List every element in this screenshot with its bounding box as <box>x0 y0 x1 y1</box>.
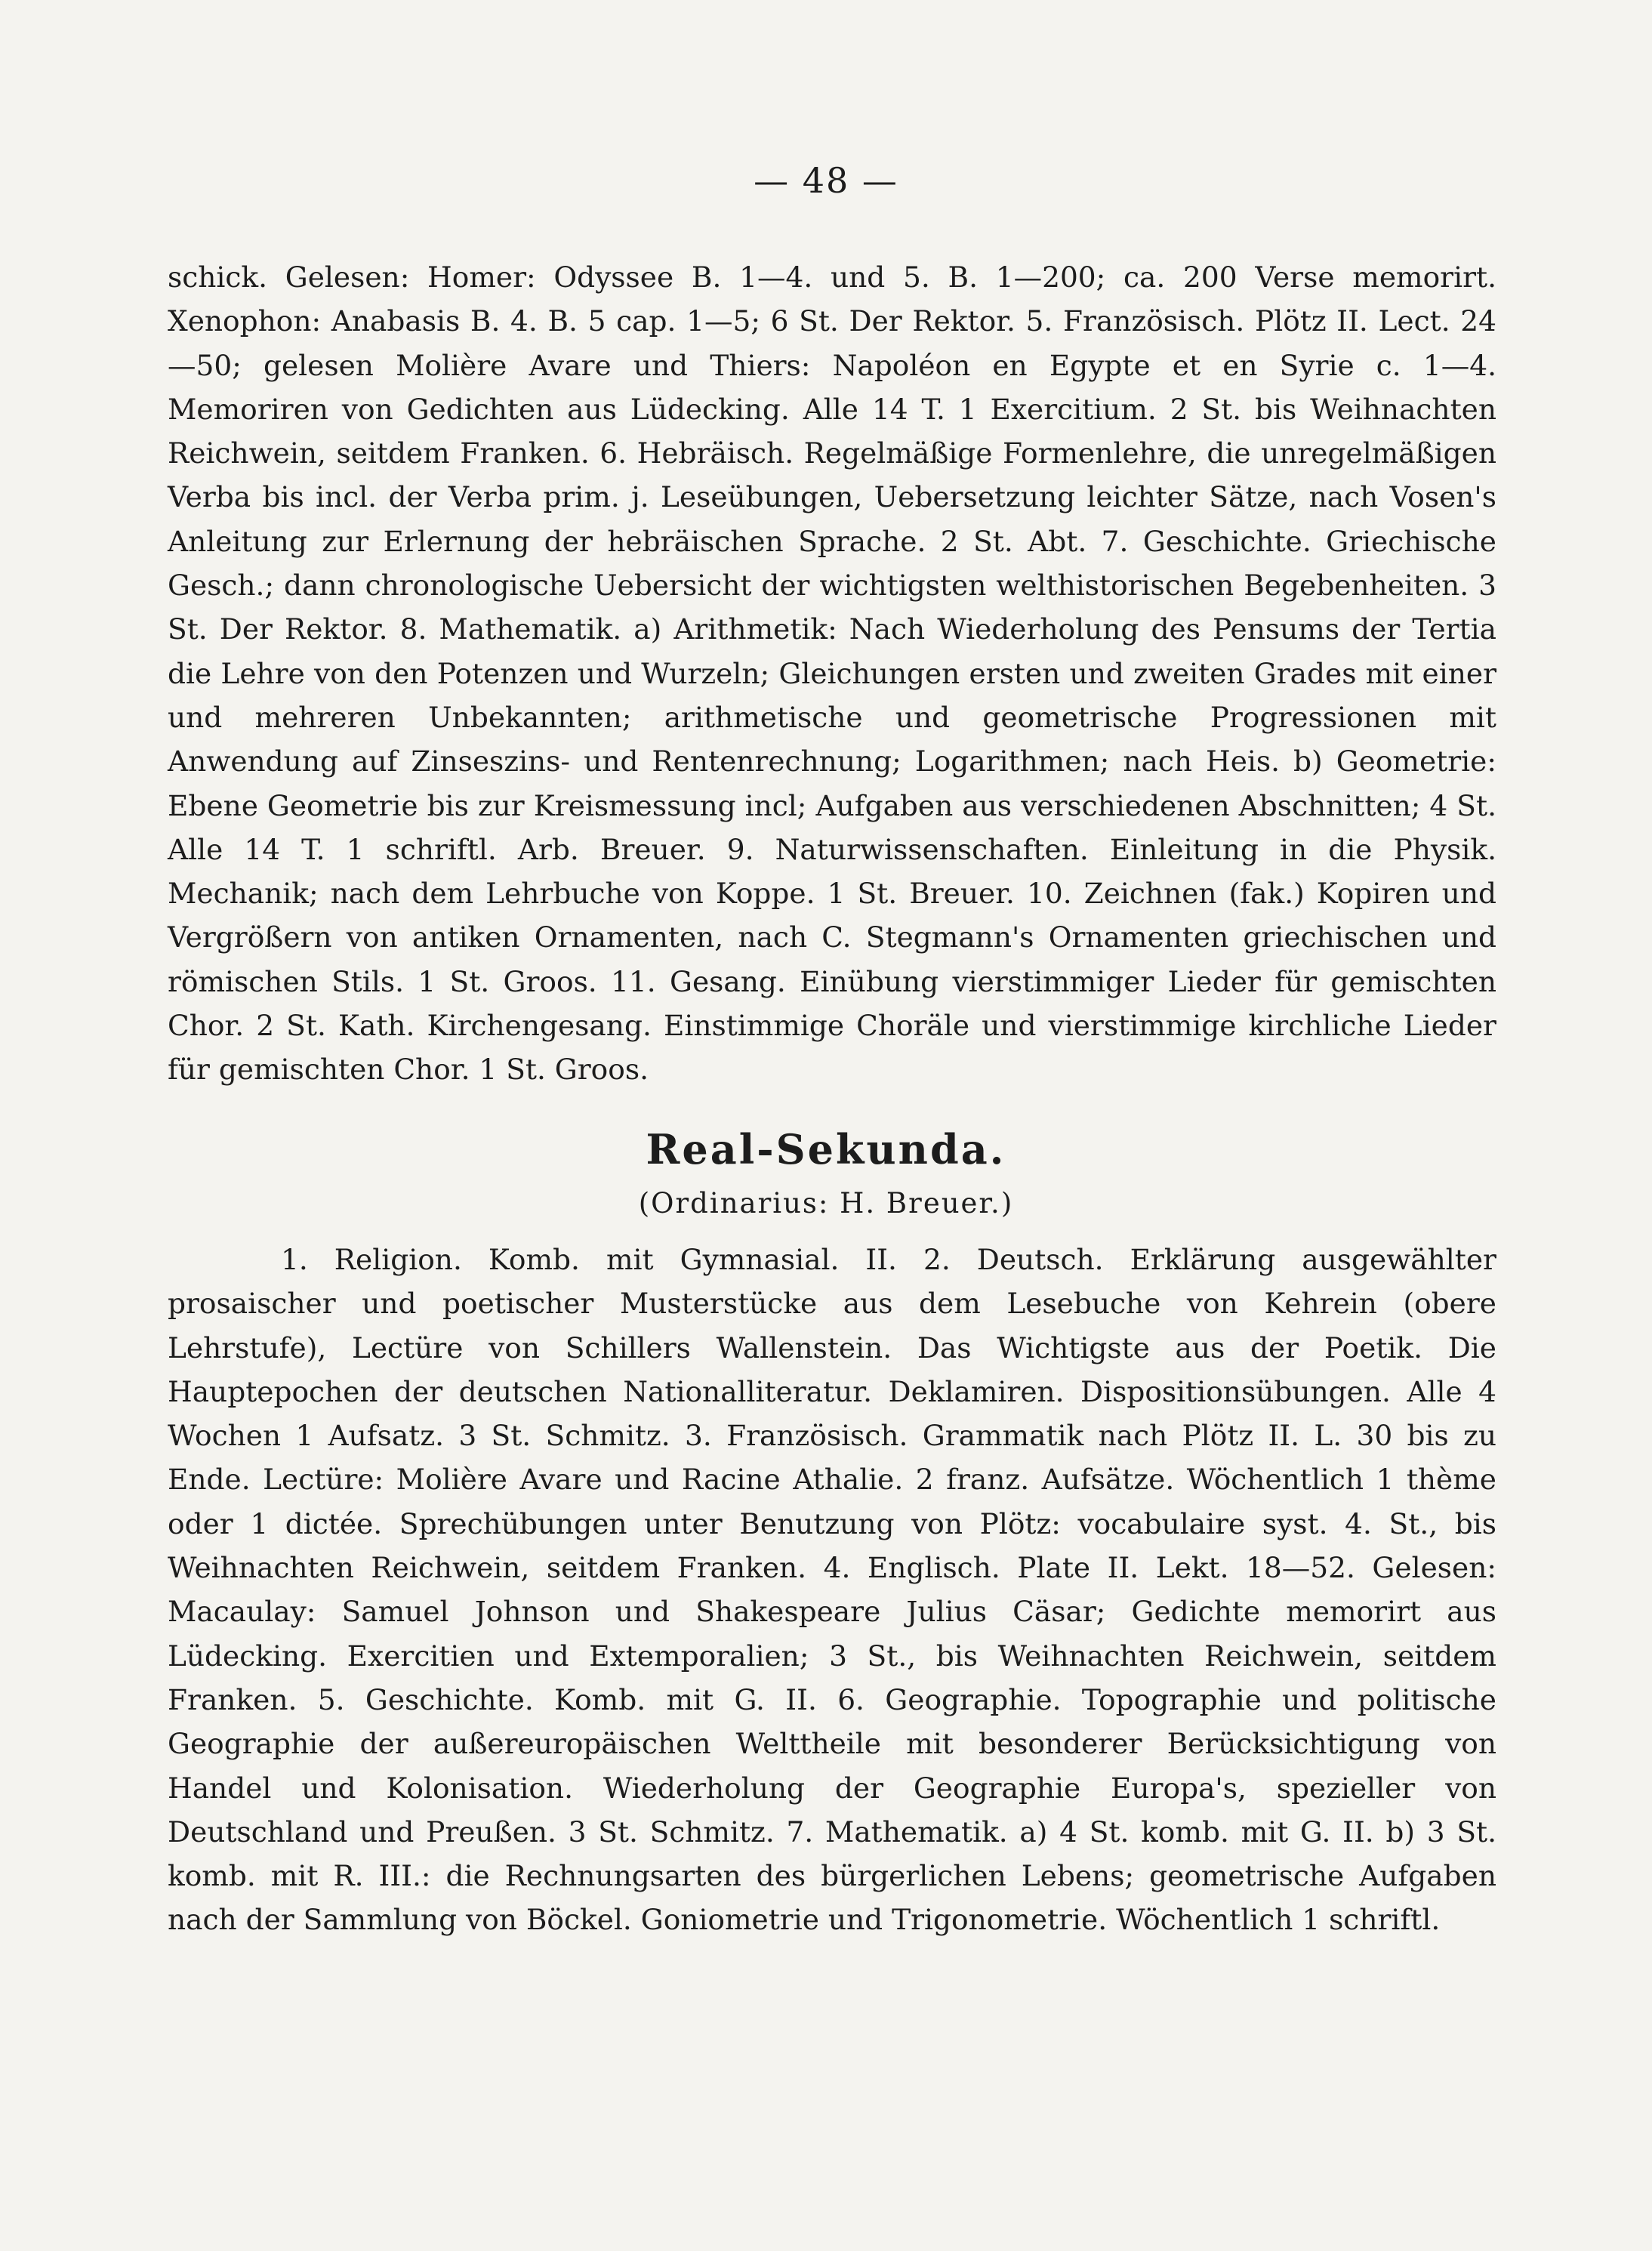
page-number: — 48 — <box>754 160 898 201</box>
section-body: 1. Religion. Komb. mit Gymnasial. II. 2. Deutsch. Erklärung ausgewählter prosaischer und poetischer Musterstücke aus dem Lesebuche von Kehrein (obere Lehrstufe), Lectüre von Schillers Wallenstein. Das Wichtigste aus der Poetik. Die Hauptepochen der deutschen Nationalliteratur. Deklamiren. Dispositionsübungen. Alle 4 Wochen 1 Aufsatz. 3 St. Schmitz. 3. Französisch. Grammatik nach Plötz II. L. 30 bis zu Ende. Lectüre: Molière Avare und Racine Athalie. 2 franz. Aufsätze. Wöchentlich 1 thème oder 1 dictée. Sprechübungen unter Benutzung von Plötz: vocabulaire syst. 4. St., bis Weihnachten Reichwein, seitdem Franken. 4. Englisch. Plate II. Lekt. 18—52. Gelesen: Macaulay: Samuel Johnson und Shakespeare Julius Cäsar; Gedichte memorirt aus Lüdecking. Exercitien und Extemporalien; 3 St., bis Weihnachten Reichwein, seitdem Franken. 5. Geschichte. Komb. mit G. II. 6. Geographie. Topographie und politische Geographie der außereuropäischen Welttheile mit besonderer Berücksichtigung von Handel und Kolonisation. Wiederholung der Geographie Europa's, spezieller von Deutschland und Preußen. 3 St. Schmitz. 7. Mathematik. a) 4 St. komb. mit G. II. b) 3 St. komb. mit R. III.: die Rechnungsarten des bürgerlichen Lebens; geometrische Aufgaben nach der Sammlung von Böckel. Goniometrie und Trigonometrie. Wöchentlich 1 schriftl. <box>168 1243 1496 1937</box>
section-subheading: (Ordinarius: H. Breuer.) <box>638 1187 1014 1220</box>
section-heading: Real-Sekunda. <box>646 1125 1006 1173</box>
prior-section-body: schick. Gelesen: Homer: Odyssee B. 1—4. und 5. B. 1—200; ca. 200 Verse memorirt. Xenophon: Anabasis B. 4. B. 5 cap. 1—5; 6 St. Der Rektor. 5. Französisch. Plötz II. Lect. 24—50; gelesen Molière Avare und Thiers: Napoléon en Egypte et en Syrie c. 1—4. Memoriren von Gedichten aus Lüdecking. Alle 14 T. 1 Exercitium. 2 St. bis Weihnachten Reichwein, seitdem Franken. 6. Hebräisch. Regelmäßige Formenlehre, die unregelmäßigen Verba bis incl. der Verba prim. j. Leseübungen, Uebersetzung leichter Sätze, nach Vosen's Anleitung zur Erlernung der hebräischen Sprache. 2 St. Abt. 7. Geschichte. Griechische Gesch.; dann chronologische Uebersicht der wichtigsten welthistorischen Begebenheiten. 3 St. Der Rektor. 8. Mathematik. a) Arithmetik: Nach Wiederholung des Pensums der Tertia die Lehre von den Potenzen und Wurzeln; Gleichungen ersten und zweiten Grades mit einer und mehreren Unbekannten; arithmetische und geometrische Progressionen mit Anwendung auf Zinseszins- und Rentenrechnung; Logarithmen; nach Heis. b) Geometrie: Ebene Geometrie bis zur Kreismessung incl; Aufgaben aus verschiedenen Abschnitten; 4 St. Alle 14 T. 1 schriftl. Arb. Breuer. 9. Naturwissenschaften. Einleitung in die Physik. Mechanik; nach dem Lehrbuche von Koppe. 1 St. Breuer. 10. Zeichnen (fak.) Kopiren und Vergrößern von antiken Ornamenten, nach C. Stegmann's Ornamenten griechischen und römischen Stils. 1 St. Groos. 11. Gesang. Einübung vierstimmiger Lieder für gemischten Chor. 2 St. Kath. Kirchengesang. Einstimmige Choräle und vierstimmige kirchliche Lieder für gemischten Chor. 1 St. Groos. <box>168 261 1496 1087</box>
